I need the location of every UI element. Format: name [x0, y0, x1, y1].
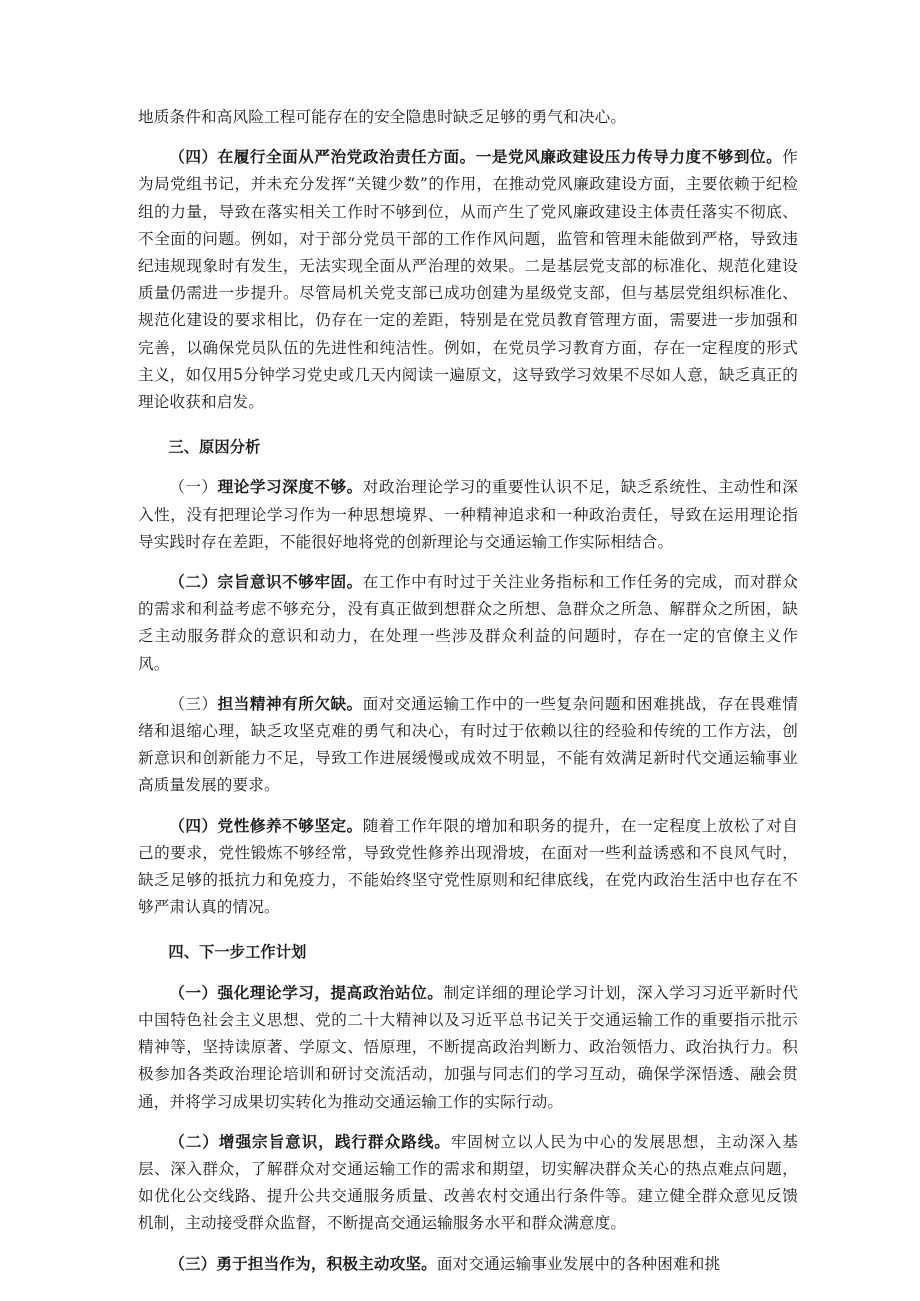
- paragraph-lead: 理论学习深度不够。: [217, 477, 363, 497]
- paragraph-label: （一）: [169, 478, 218, 497]
- document-page: [138, 104, 798, 1278]
- paragraph-lead: （三）勇于担当作为，积极主动攻坚。: [169, 1253, 437, 1273]
- paragraph-text: 在工作中有时过于关注业务指标和工作任务的完成，而对群众的需求和利益考虑不够充分，没有真正做到想群众之所想、急群众之所急、解群众之所困，缺乏主动服务群众的意识和动力，在处理一些涉及群众利益的问题时，存在一定的官僚主义作风。: [138, 573, 798, 673]
- paragraph-plan-1: [138, 979, 798, 1116]
- paragraph-cause-1: [138, 473, 798, 556]
- section-heading-next-steps: 四、下一步工作计划: [168, 943, 307, 962]
- paragraph-text: 面对交通运输事业发展中的各种困难和挑: [436, 1254, 721, 1273]
- paragraph-plan-3: [138, 1250, 798, 1278]
- paragraph-lead: 担当精神有所欠缺。: [217, 693, 363, 713]
- paragraph-lead: （四）党性修养不够坚定。: [169, 815, 363, 835]
- paragraph-text: 随着工作年限的增加和职务的提升，在一定程度上放松了对自己的要求，党性锻炼不够经常，导致党性修养出现滑坡，在面对一些利益诱惑和不良风气时，缺乏足够的抵抗力和免疫力，不能始终坚守党性原则和纪律底线，在党内政治生活中也存在不够严肃认真的情况。: [138, 816, 798, 917]
- paragraph-cause-2: [138, 568, 798, 678]
- paragraph-plan-2: [138, 1128, 798, 1238]
- paragraph-continuation: [138, 104, 798, 131]
- paragraph-lead: （二）宗旨意识不够牢固。: [169, 572, 363, 592]
- paragraph-text: 面对交通运输工作中的一些复杂问题和困难挑战，存在畏难情绪和退缩心理，缺乏攻坚克难的勇气和决心，有时过于依赖以往的经验和传统的工作方法，创新意识和创新能力不足，导致工作进展缓慢或成效不明显，不能有效满足新时代交通运输事业高质量发展的要求。: [138, 694, 798, 795]
- paragraph-lead: （四）在履行全面从严治党政治责任方面。一是党风廉政建设压力传导力度不够到位。: [169, 147, 783, 167]
- paragraph-text: 牢固树立以人民为中心的发展思想，主动深入基层、深入群众，了解群众对交通运输工作的需求和期望，切实解决群众关心的热点难点问题，如优化公交线路、提升公共交通服务质量、改善农村交通出行条件等。建立健全群众意见反馈机制，主动接受群众监督，不断提高交通运输服务水平和群众满意度。: [138, 1132, 798, 1233]
- section-heading-cause-analysis: 三、原因分析: [168, 438, 261, 457]
- paragraph-lead: （二）增强宗旨意识，践行群众路线。: [169, 1131, 451, 1151]
- paragraph-text: 对政治理论学习的重要性认识不足，缺乏系统性、主动性和深入性，没有把理论学习作为一种思想境界、一种精神追求和一种政治责任，导致在运用理论指导实践时存在差距，不能很好地将党的创新理论与交通运输工作实际相结合。: [138, 478, 798, 551]
- paragraph-text: 作为局党组书记，并未充分发挥“关键少数”的作用，在推动党风廉政建设方面，主要依赖于纪检组的力量，导致在落实相关工作时不够到位，从而产生了党风廉政建设主体责任落实不彻底、不全面的问题。例如，对于部分党员干部的工作作风问题，监管和管理未能做到严格，导致违纪违规现象时有发生，无法实现全面从严治理的效果。二是基层党支部的标准化、规范化建设质量仍需进一步提升。尽管局机关党支部已成功创建为星级党支部，但与基层党组织标准化、规范化建设的要求相比，仍存在一定的差距，特别是在党员教育管理方面，需要进一步加强和完善，以确保党员队伍的先进性和纯洁性。例如，在党员学习教育方面，存在一定程度的形式主义，如仅用5分钟学习党史或几天内阅读一遍原文，这导致学习效果不尽如人意，缺乏真正的理论收获和启发。: [138, 148, 798, 412]
- paragraph-cause-4: [138, 812, 798, 922]
- paragraph-text: 地质条件和高风险工程可能存在的安全隐患时缺乏足够的勇气和决心。: [138, 108, 627, 126]
- paragraph-label: （三）: [169, 694, 218, 713]
- paragraph-party-responsibility: [138, 143, 798, 416]
- paragraph-cause-3: [138, 690, 798, 800]
- paragraph-text: 制定详细的理论学习计划，深入学习习近平新时代中国特色社会主义思想、党的二十大精神以及习近平总书记关于交通运输工作的重要指示批示精神等，坚持读原著、学原文、悟原理，不断提高政治判断力、政治领悟力、政治执行力。积极参加各类政治理论培训和研讨交流活动，加强与同志们的学习互动，确保学深悟透、融会贯通，并将学习成果切实转化为推动交通运输工作的实际行动。: [138, 983, 798, 1111]
- paragraph-lead: （一）强化理论学习，提高政治站位。: [169, 982, 444, 1002]
